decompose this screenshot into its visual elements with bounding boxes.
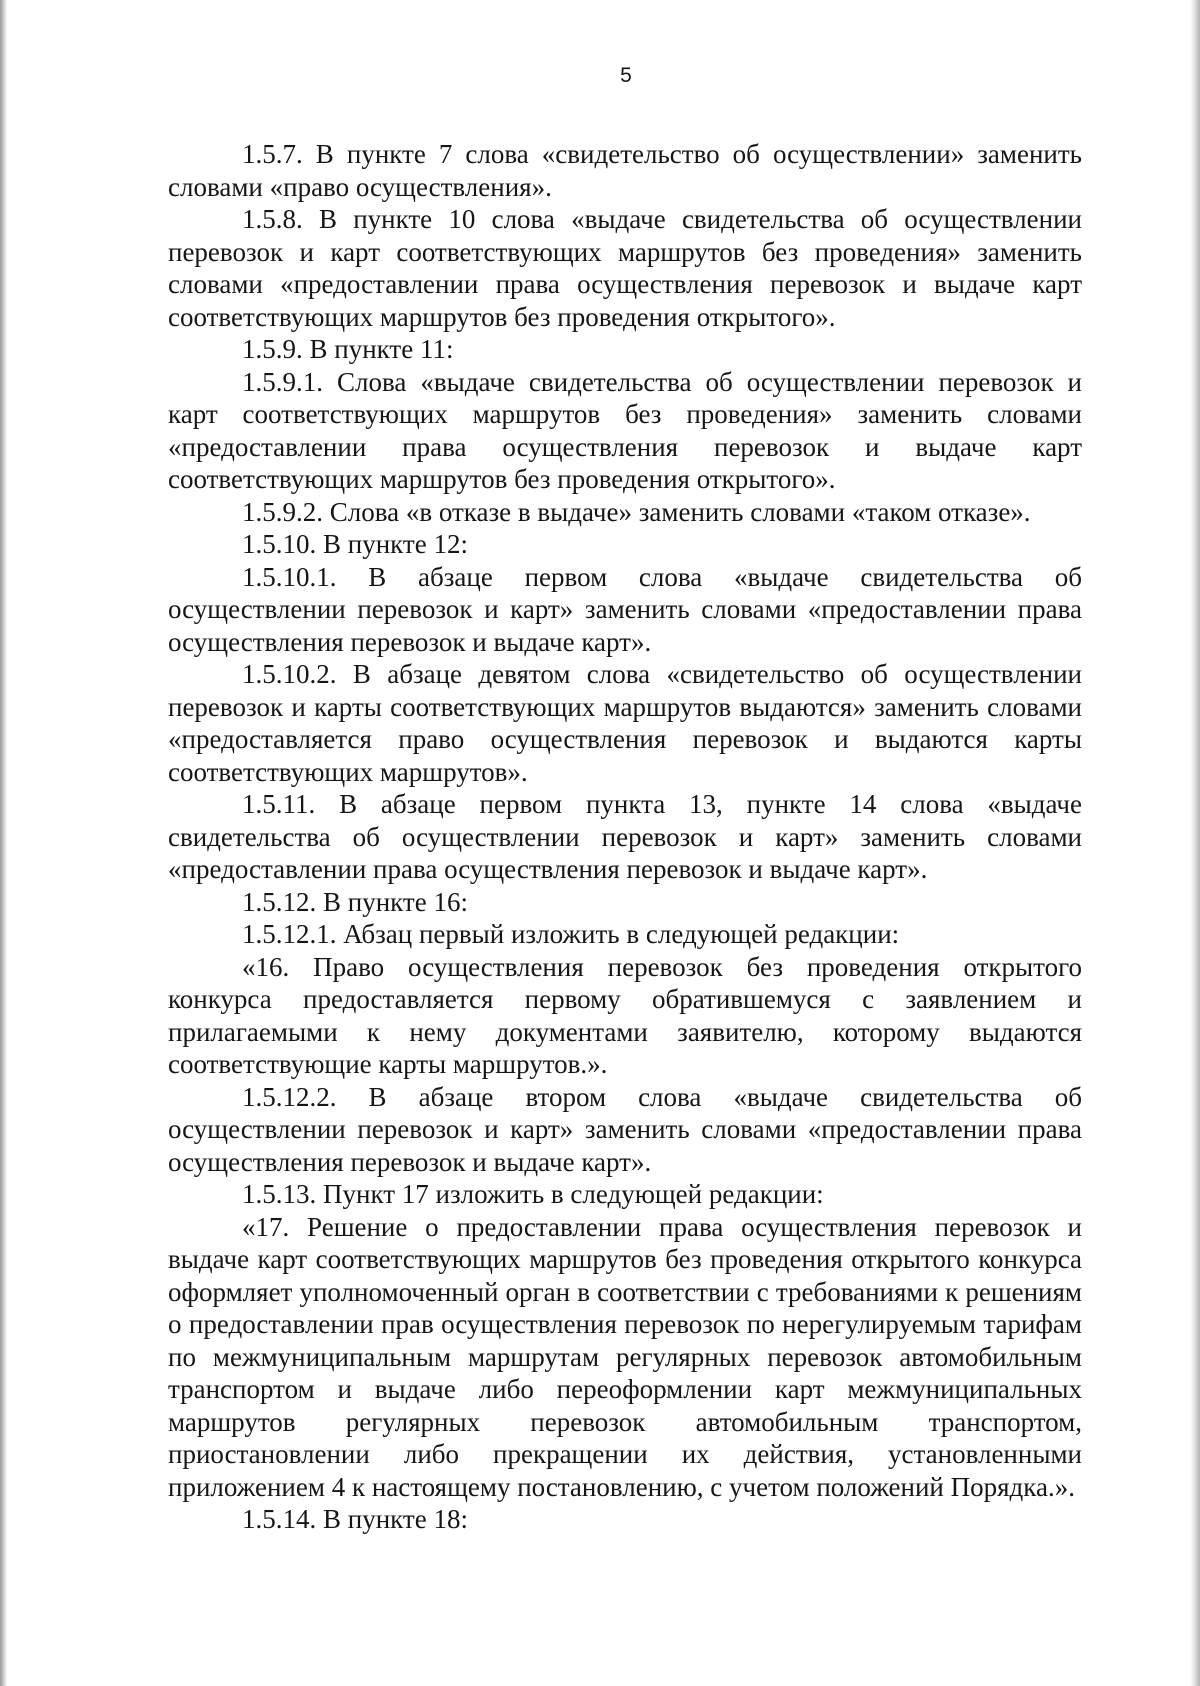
- page-number: 5: [620, 64, 632, 87]
- paragraph-1-5-11: 1.5.11. В абзаце первом пункта 13, пункте 14 слова «выдаче свидетельства об осуществлении перевозок и карт» заменить словами «предоставлении права осуществления перевозок и выдаче карт».: [168, 789, 1082, 884]
- scan-edge-left: [0, 0, 7, 1686]
- paragraph-1-5-8: 1.5.8. В пункте 10 слова «выдаче свидетельства об осуществлении перевозок и карт соответствующих маршрутов без проведения» заменить словами «предоставлении права осуществления перевозок и выдаче карт соответствующих маршрутов без проведения открытого».: [168, 204, 1082, 332]
- paragraph-1-5-10-1: 1.5.10.1. В абзаце первом слова «выдаче свидетельства об осуществлении перевозок и карт» заменить словами «предоставлении права осуществления перевозок и выдаче карт».: [168, 561, 1082, 657]
- paragraph-1-5-9-2: 1.5.9.2. Слова «в отказе в выдаче» заменить словами «таком отказе».: [242, 496, 1031, 527]
- scan-edge-right: [1190, 0, 1200, 1686]
- document-body: [168, 138, 1082, 1536]
- paragraph-1-5-12-1: 1.5.12.1. Абзац первый изложить в следующей редакции:: [242, 919, 900, 949]
- paragraph-1-5-12-2: 1.5.12.2. В абзаце втором слова «выдаче свидетельства об осуществлении перевозок и карт» заменить словами «предоставлении права осуществления перевозок и выдаче карт».: [168, 1081, 1082, 1177]
- quoted-item-17: «17. Решение о предоставлении права осуществления перевозок и выдаче карт соответствующих маршрутов без проведения открытого конкурса оформляет уполномоченный орган в соответствии с требованиями к решениям о предоставлении прав осуществления перевозок по нерегулируемым тарифам по межмуниципальным маршрутам регулярных перевозок автомобильным транспортом и выдаче либо переоформлении карт межмуниципальных маршрутов регулярных перевозок автомобильным транспортом, приостановлении либо прекращении их действия, установленными приложением 4 к настоящему постановлению, с учетом положений Порядка.».: [168, 1211, 1082, 1502]
- paragraph-1-5-9-1: 1.5.9.1. Слова «выдаче свидетельства об осуществлении перевозок и карт соответствующих маршрутов без проведения» заменить словами «предоставлении права осуществления перевозок и выдаче карт соответствующих маршрутов без проведения открытого».: [168, 366, 1082, 494]
- paragraph-1-5-9: 1.5.9. В пункте 11:: [242, 334, 454, 364]
- quoted-item-16: «16. Право осуществления перевозок без проведения открытого конкурса предоставляется первому обратившемуся с заявлением и прилагаемыми к нему документами заявителю, которому выдаются соответствующие карты маршрутов.».: [168, 951, 1082, 1079]
- paragraph-1-5-10: 1.5.10. В пункте 12:: [242, 529, 468, 559]
- paragraph-1-5-7: 1.5.7. В пункте 7 слова «свидетельство об осуществлении» заменить словами «право осуществления».: [168, 139, 1082, 202]
- paragraph-1-5-10-2: 1.5.10.2. В абзаце девятом слова «свидетельство об осуществлении перевозок и карты соответствующих маршрутов выдаются» заменить словами «предоставляется право осуществления перевозок и выдаются карты соответствующих маршрутов».: [168, 659, 1082, 787]
- paragraph-1-5-12: 1.5.12. В пункте 16:: [242, 886, 468, 917]
- paragraph-1-5-13: 1.5.13. Пункт 17 изложить в следующей редакции:: [242, 1179, 824, 1209]
- paragraph-1-5-14: 1.5.14. В пункте 18:: [242, 1504, 468, 1534]
